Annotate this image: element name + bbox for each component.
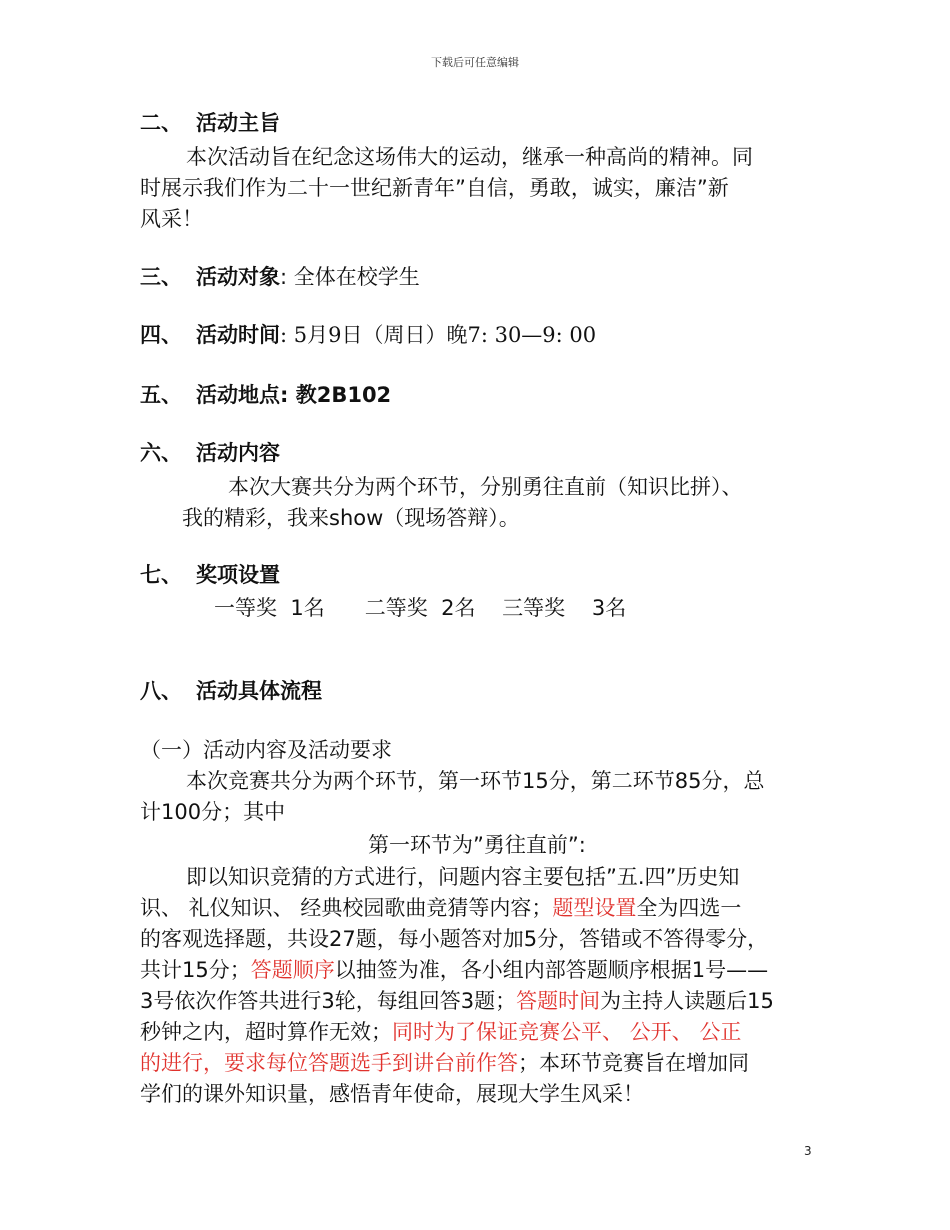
paragraph-line: 即以知识竞猜的方式进行，问题内容主要包括”五.四”历史知 xyxy=(186,865,740,889)
section-text: : 5月9日（周日）晚7: 30—9: 00 xyxy=(280,323,597,347)
highlight-text: 的进行，要求每位答题选手到讲台前作答 xyxy=(140,1051,518,1075)
page-header: 下载后可任意编辑 xyxy=(431,56,519,69)
paragraph-line: 本次竞赛共分为两个环节，第一环节15分，第二环节85分，总 xyxy=(186,769,765,793)
section-text: : 全体在校学生 xyxy=(280,265,420,289)
paragraph-line: 学们的课外知识量，感悟青年使命，展现大学生风采！ xyxy=(140,1082,644,1106)
section-heading-4 xyxy=(140,320,596,350)
paragraph-line xyxy=(140,1017,741,1047)
text-run: 为主持人读题后15 xyxy=(600,989,774,1013)
centered-line: 第一环节为”勇往直前”: xyxy=(368,833,586,857)
section-heading-2 xyxy=(140,108,280,138)
section-title: 活动内容 xyxy=(196,441,280,465)
section-heading-8 xyxy=(140,676,322,706)
section-title: 活动具体流程 xyxy=(196,679,322,703)
section-title: 活动时间 xyxy=(196,323,280,347)
section-title: 活动对象 xyxy=(196,265,280,289)
highlight-text: 答题顺序 xyxy=(250,958,335,982)
awards-line: 一等奖 1名 二等奖 2名 三等奖 3名 xyxy=(214,596,627,620)
section-title: 活动主旨 xyxy=(196,111,280,135)
section-number: 七、 xyxy=(140,563,182,587)
paragraph-line: 时展示我们作为二十一世纪新青年”自信，勇敢，诚实，廉洁”新 xyxy=(140,176,729,200)
highlight-text: 答题时间 xyxy=(516,989,601,1013)
subsection-heading: （一）活动内容及活动要求 xyxy=(140,738,392,762)
section-number: 八、 xyxy=(140,679,182,703)
section-title: 奖项设置 xyxy=(196,563,280,587)
text-run: 以抽签为准，各小组内部答题顺序根据1号—— xyxy=(334,958,769,982)
section-number: 二、 xyxy=(140,111,182,135)
text-run: ；本环节竞赛旨在增加同 xyxy=(518,1051,749,1075)
section-title: 活动地点: 教2B102 xyxy=(196,383,392,407)
section-heading-5 xyxy=(140,380,391,410)
paragraph-line: 本次大赛共分为两个环节，分别勇往直前（知识比拼）、 xyxy=(228,475,743,499)
section-heading-3 xyxy=(140,262,420,292)
highlight-text: 同时为了保证竞赛公平、 公开、 公正 xyxy=(392,1020,742,1044)
text-run: 全为四选一 xyxy=(636,896,742,920)
paragraph-line xyxy=(140,1048,749,1078)
section-heading-6 xyxy=(140,438,280,468)
paragraph-line xyxy=(140,955,768,985)
text-run: 秒钟之内，超时算作无效； xyxy=(140,1020,392,1044)
paragraph-line: 本次活动旨在纪念这场伟大的运动，继承一种高尚的精神。同 xyxy=(186,145,753,169)
section-number: 六、 xyxy=(140,441,182,465)
highlight-text: 题型设置 xyxy=(552,896,637,920)
paragraph-line: 我的精彩，我来show（现场答辩）。 xyxy=(182,506,520,530)
paragraph-line xyxy=(140,986,774,1016)
text-run: 识、 礼仪知识、 经典校园歌曲竞猜等内容； xyxy=(140,896,553,920)
section-heading-7 xyxy=(140,560,280,590)
paragraph-line: 计100分；其中 xyxy=(140,800,286,824)
paragraph-line: 风采！ xyxy=(140,207,203,231)
page-number: 3 xyxy=(804,1144,812,1158)
paragraph-line xyxy=(140,893,741,923)
text-run: 共计15分； xyxy=(140,958,251,982)
text-run: 3号依次作答共进行3轮，每组回答3题； xyxy=(140,989,517,1013)
section-number: 五、 xyxy=(140,383,182,407)
paragraph-line: 的客观选择题，共设27题，每小题答对加5分，答错或不答得零分， xyxy=(140,927,769,951)
section-number: 三、 xyxy=(140,265,182,289)
section-number: 四、 xyxy=(140,323,182,347)
